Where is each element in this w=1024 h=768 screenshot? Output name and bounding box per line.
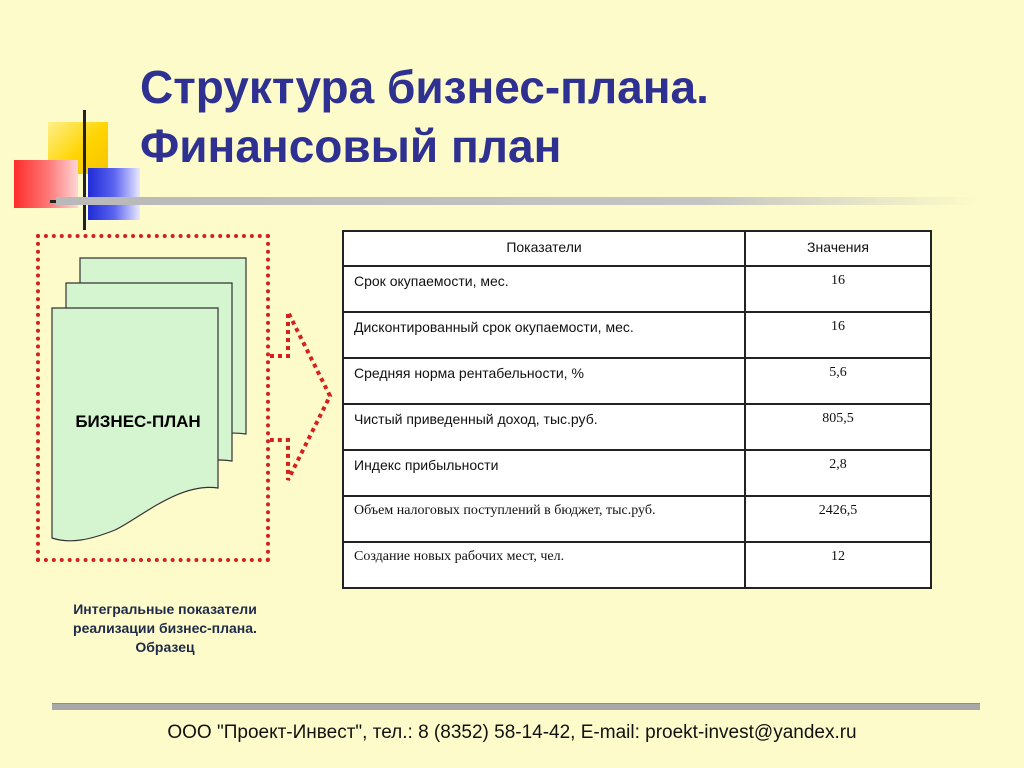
caption-line-1: Интегральные показатели [73, 601, 257, 617]
table-row [343, 496, 931, 542]
table-row [343, 450, 931, 496]
indicator-value: 2426,5 [745, 496, 931, 542]
page-title [140, 58, 1000, 176]
blue-square [88, 168, 140, 220]
footer-contacts: ООО "Проект-Инвест", тел.: 8 (8352) 58-14-42, E-mail: proekt-invest@yandex.ru [167, 722, 857, 743]
decorative-squares [10, 108, 150, 233]
caption-line-3: Образец [135, 639, 195, 655]
table-header-row [343, 231, 931, 266]
indicator-value: 805,5 [745, 404, 931, 450]
indicator-value: 12 [745, 542, 931, 588]
indicator-name: Объем налоговых поступлений в бюджет, тыс.руб. [343, 496, 745, 542]
table-row [343, 358, 931, 404]
arrow-icon [268, 300, 338, 490]
indicator-value: 5,6 [745, 358, 931, 404]
caption-line-2: реализации бизнес-плана. [73, 620, 257, 636]
indicator-name: Чистый приведенный доход, тыс.руб. [343, 404, 745, 450]
indicator-value: 2,8 [745, 450, 931, 496]
vertical-line [83, 110, 86, 230]
indicator-value: 16 [745, 312, 931, 358]
indicators-table [342, 230, 932, 589]
table-row [343, 542, 931, 588]
table-row [343, 266, 931, 312]
title-line-2: Финансовый план [140, 120, 562, 172]
indicator-name: Средняя норма рентабельности, % [343, 358, 745, 404]
indicator-name: Создание новых рабочих мест, чел. [343, 542, 745, 588]
document-stack-icon [48, 256, 268, 556]
diagram-caption [40, 600, 290, 657]
title-divider [56, 197, 976, 205]
header-indicators: Показатели [343, 231, 745, 266]
table-row [343, 404, 931, 450]
header-values: Значения [745, 231, 931, 266]
indicator-value: 16 [745, 266, 931, 312]
table-row [343, 312, 931, 358]
business-plan-label: БИЗНЕС-ПЛАН [75, 412, 201, 431]
indicator-name: Индекс прибыльности [343, 450, 745, 496]
title-line-1: Структура бизнес-плана. [140, 61, 709, 113]
footer-divider [52, 703, 980, 710]
indicator-name: Срок окупаемости, мес. [343, 266, 745, 312]
indicator-name: Дисконтированный срок окупаемости, мес. [343, 312, 745, 358]
